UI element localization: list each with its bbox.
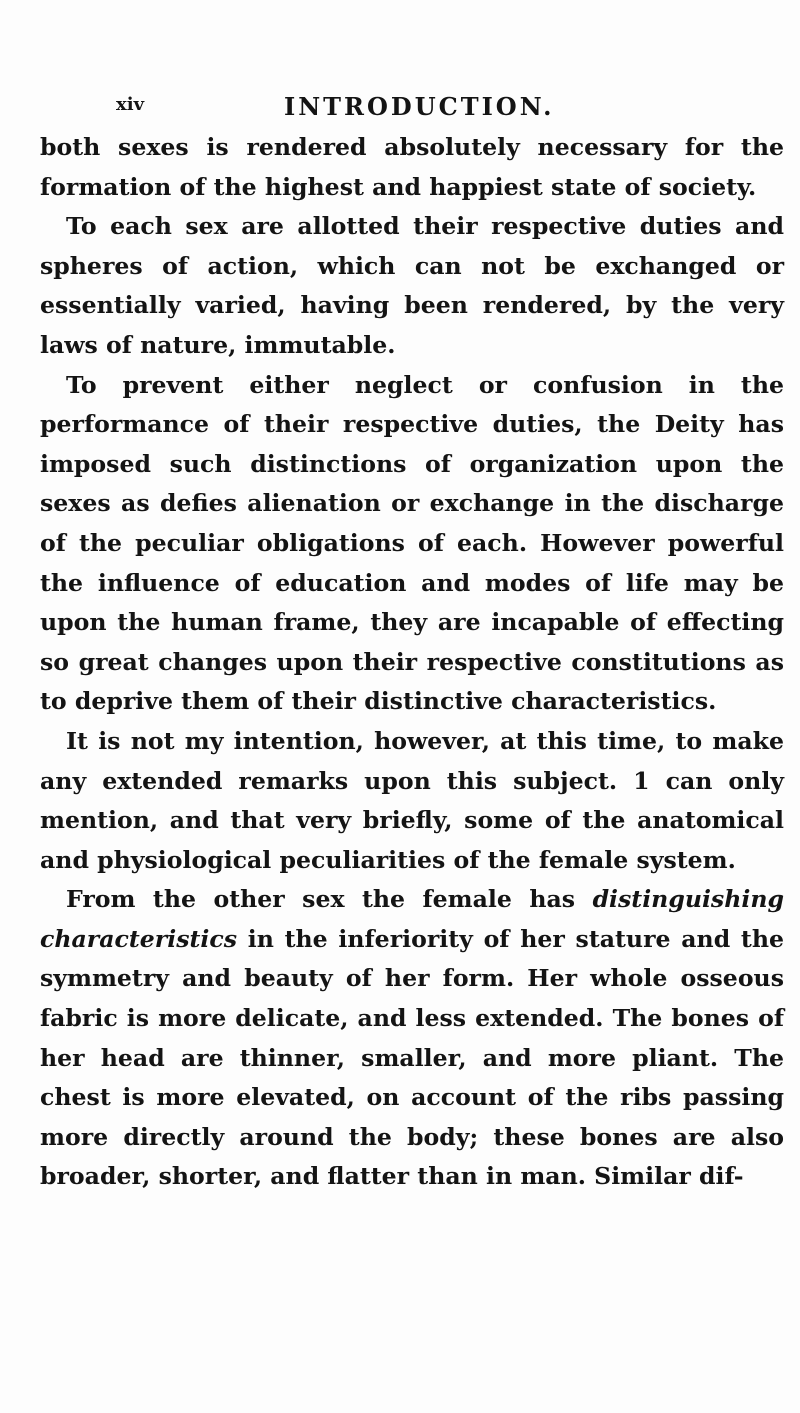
page-number: xiv — [116, 94, 145, 115]
paragraph-intention: It is not my intention, however, at this time, to make any extended remarks upon this subject. 1 can only mention, and that very briefly, some of the anatomical and physiological peculiarities of the female system. — [40, 726, 784, 874]
emphasized-phrase: distinguishing characteristics — [40, 885, 784, 953]
paragraph-distinctions: To prevent either neglect or confusion in the performance of their respective duties, the Deity has imposed such distinctions of organization upon the sexes as defies alienation or exchange in the discharge of the peculiar obligations of each. However powerful the influence of education and modes of life may be upon the human frame, they are incapable of effecting so great changes upon their respective constitutions as to deprive them of their distinctive characteristics. — [40, 370, 784, 716]
paragraph-characteristics-rest: in the inferiority of her stature and the symmetry and beauty of her form. Her whole osseous fabric is more delicate, and less extended. The bones of her head are thinner, smaller, and more pliant. The chest is more elevated, on account of the ribs passing more directly around the body; these bones are also broader, shorter, and flatter than in man. Similar dif- — [40, 924, 784, 1191]
paragraph-characteristics-start: From the other sex the female has — [66, 885, 593, 914]
body-text — [40, 128, 784, 1197]
running-title: INTRODUCTION. — [284, 92, 555, 121]
paragraph-characteristics — [40, 880, 784, 1197]
paragraph-continuation: both sexes is rendered absolutely necessary for the formation of the highest and happiest state of society. — [40, 133, 784, 201]
paragraph-duties: To each sex are allotted their respective duties and spheres of action, which can not be exchanged or essentially varied, having been rendered, by the very laws of nature, immutable. — [40, 212, 784, 359]
running-head — [116, 92, 776, 122]
